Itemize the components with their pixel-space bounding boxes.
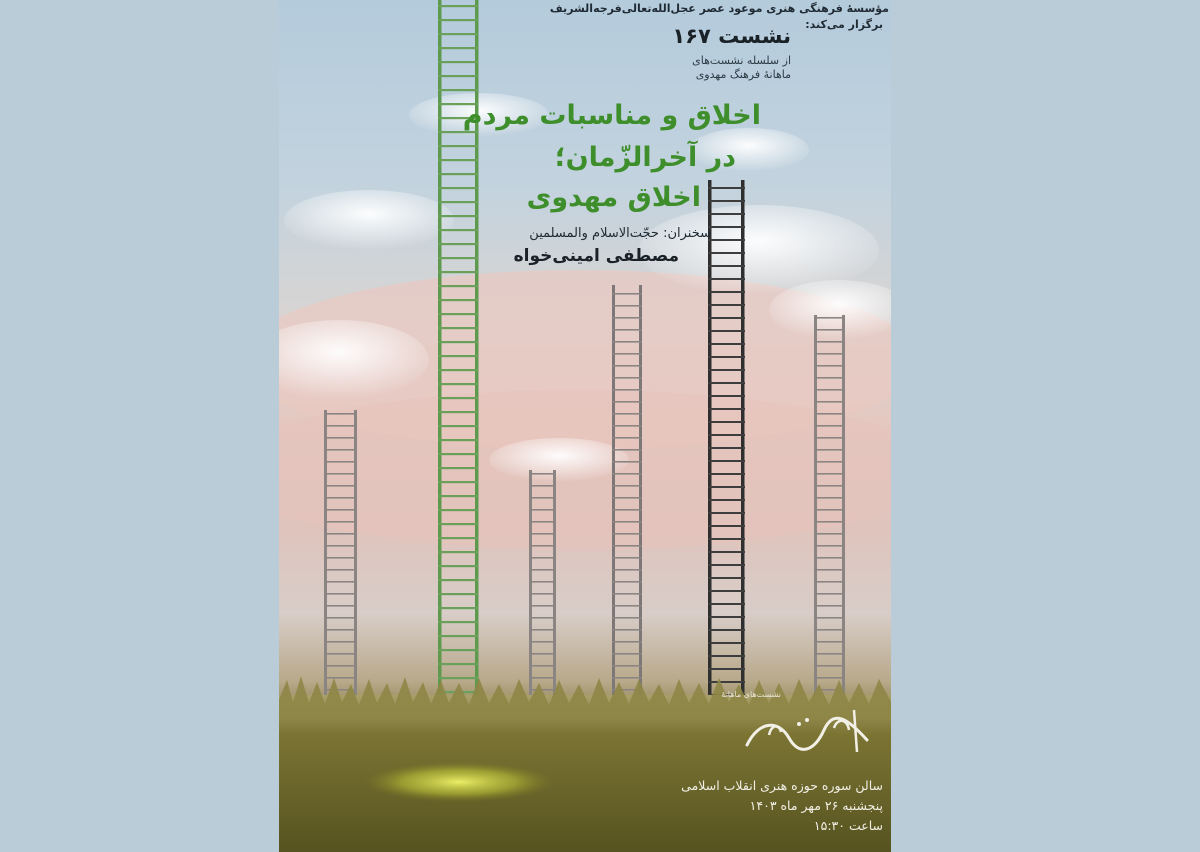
- series-line-1: از سلسله نشست‌های: [692, 54, 791, 67]
- organizer-name: مؤسسهٔ فرهنگی هنری موعود عصر عجل‌الله‌تعالی‌فرجه‌الشریف: [549, 2, 889, 15]
- title-line-3: اخلاق مهدوی: [526, 182, 701, 213]
- title-line-2: در آخرالزّمان؛: [554, 142, 736, 173]
- farhang-mahdavi-logo: [739, 690, 879, 770]
- venue: سالن سوره حوزه هنری انقلاب اسلامی: [681, 778, 883, 793]
- speaker-label: سخنران: حجّت‌الاسلام والمسلمین: [529, 226, 711, 241]
- presents-label: برگزار می‌کند:: [805, 18, 883, 31]
- event-poster: [279, 0, 891, 852]
- session-number: نشست ۱۶۷: [672, 24, 791, 48]
- speaker-name: مصطفی امینی‌خواه: [513, 246, 679, 266]
- event-date: پنجشنبه ۲۶ مهر ماه ۱۴۰۳: [749, 798, 883, 813]
- title-line-1: اخلاق و مناسبات مردم: [462, 100, 761, 131]
- event-time: ساعت ۱۵:۳۰: [813, 818, 883, 833]
- series-line-2: ماهانهٔ فرهنگ مهدوی: [695, 68, 791, 81]
- logo-subtitle: نشست‌های ماهانهٔ: [721, 690, 781, 699]
